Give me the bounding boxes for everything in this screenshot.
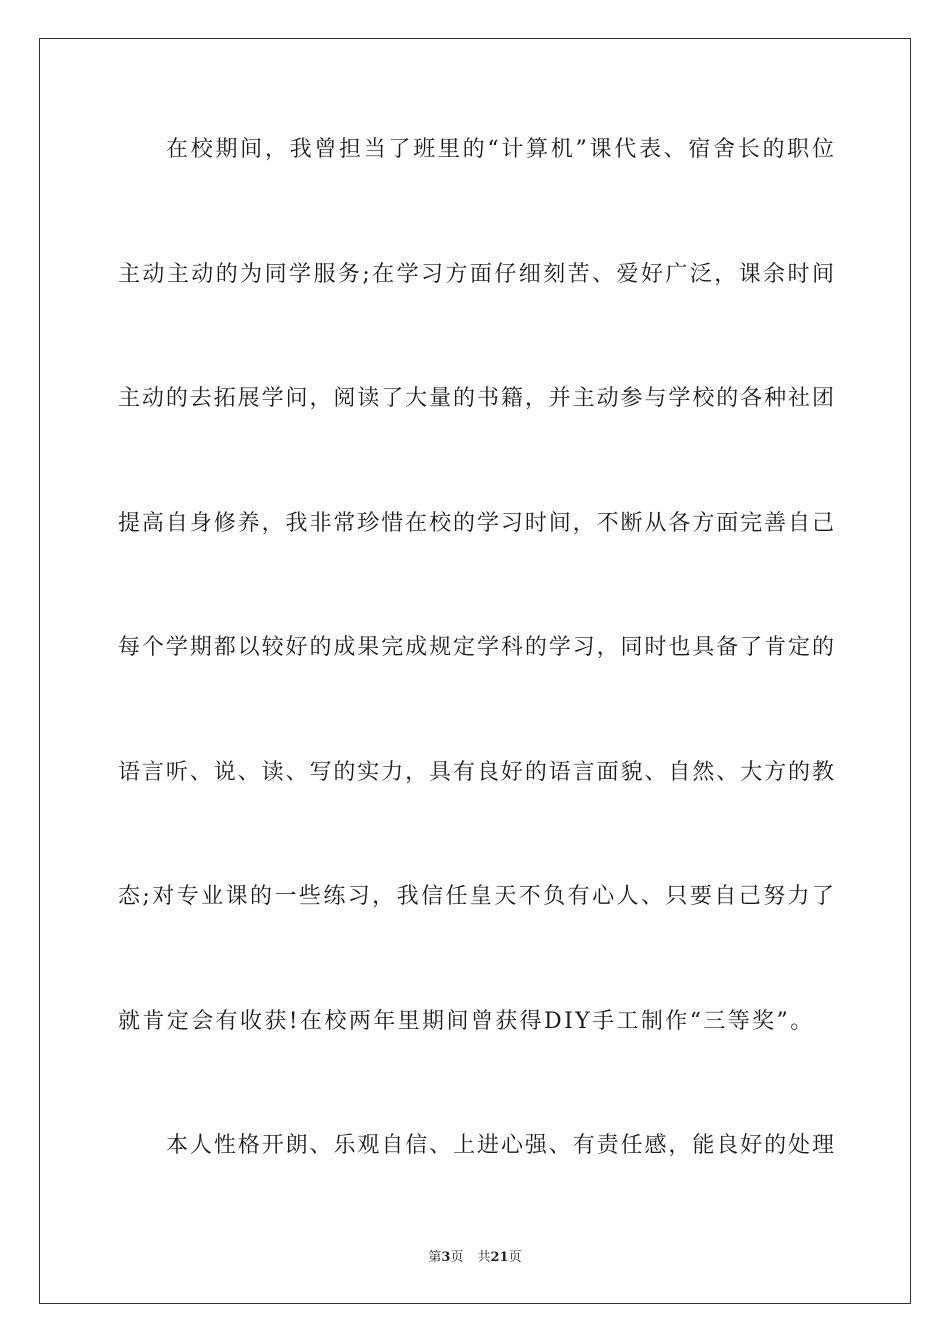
paragraph-line-5: 每个学期都以较好的成果完成规定学科的学习，同时也具备了肯定的: [118, 635, 834, 660]
paragraph-line-7: 态;对专业课的一些练习，我信任皇天不负有心人、只要自己努力了: [118, 884, 834, 909]
total-prefix: 共: [477, 1250, 491, 1265]
paragraph-line-6: 语言听、说、读、写的实力，具有良好的语言面貌、自然、大方的教: [118, 759, 834, 785]
total-pages: 21: [490, 1250, 509, 1265]
page-suffix: 页: [450, 1250, 464, 1265]
page-number: 3: [441, 1250, 451, 1265]
paragraph-line-2: 主动主动的为同学服务;在学习方面仔细刻苦、爱好广泛，课余时间: [118, 261, 834, 287]
paragraph-line-1: 在校期间，我曾担当了班里的“计算机”课代表、宿舍长的职位: [166, 137, 834, 162]
total-suffix: 页: [508, 1250, 522, 1265]
page-footer: [0, 1246, 950, 1265]
page-prefix: 第: [428, 1250, 442, 1265]
document-body: [118, 128, 834, 1249]
paragraph-line-3: 主动的去拓展学问，阅读了大量的书籍，并主动参与学校的各种社团: [118, 386, 834, 411]
paragraph-line-4: 提高自身修养，我非常珍惜在校的学习时间，不断从各方面完善自己: [118, 510, 834, 536]
paragraph-line-9: 本人性格开朗、乐观自信、上进心强、有责任感，能良好的处理: [166, 1133, 834, 1158]
paragraph-line-8: 就肯定会有收获!在校两年里期间曾获得DIY手工制作“三等奖”。: [118, 1008, 815, 1034]
